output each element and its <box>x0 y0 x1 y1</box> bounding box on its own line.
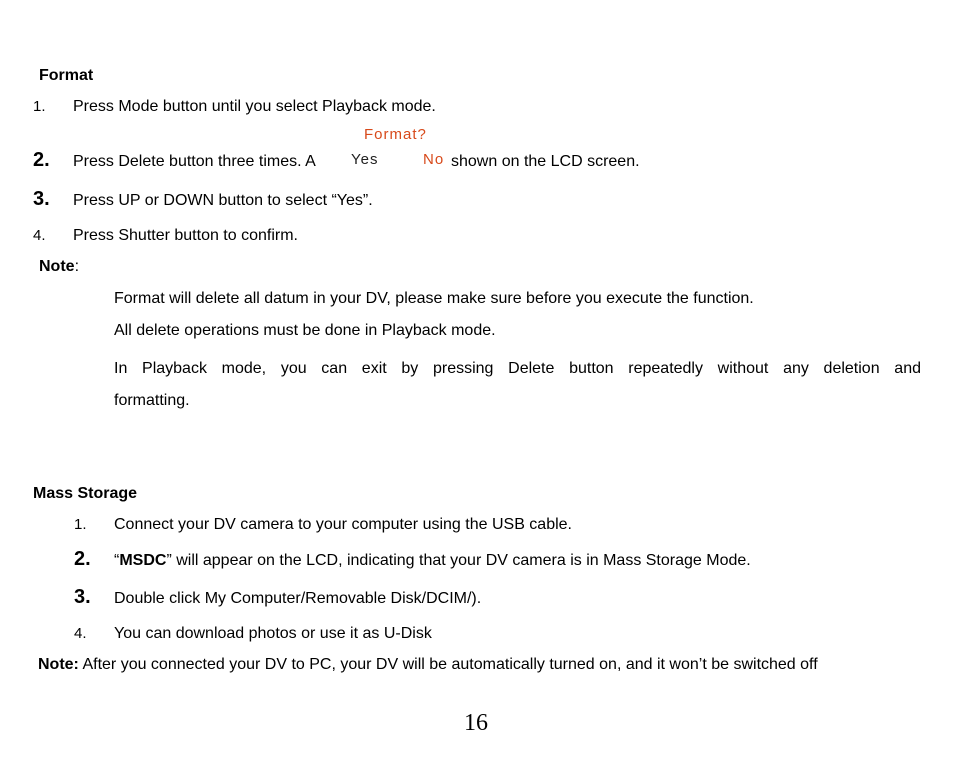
mass-storage-step-2-number: 2. <box>74 548 91 570</box>
format-heading: Format <box>39 67 94 84</box>
format-step-3-text: Press UP or DOWN button to select “Yes”. <box>73 192 373 209</box>
note-label-text: Note <box>39 258 75 275</box>
lcd-yes-option: Yes <box>351 151 379 168</box>
format-note-3: In Playback mode, you can exit by pressing Delete button repeatedly without any deletion and <box>114 360 921 377</box>
mass-storage-step-4-text: You can download photos or use it as U-Disk <box>114 625 432 642</box>
mass-storage-note <box>38 655 818 675</box>
format-step-1-text: Press Mode button until you select Playback mode. <box>73 98 436 115</box>
mass-storage-heading: Mass Storage <box>33 485 138 502</box>
lcd-format-prompt: Format? <box>364 126 427 143</box>
lcd-no-option: No <box>423 151 445 168</box>
step-2-rest: ” will appear on the LCD, indicating that your DV camera is in Mass Storage Mode. <box>166 552 751 569</box>
mass-storage-note-label: Note: <box>38 656 79 673</box>
msdc-label: MSDC <box>119 552 167 569</box>
format-step-2-number: 2. <box>33 149 50 171</box>
mass-storage-step-1-text: Connect your DV camera to your computer using the USB cable. <box>114 516 572 533</box>
format-note-2: All delete operations must be done in Playback mode. <box>114 322 496 339</box>
format-step-3-number: 3. <box>33 188 50 210</box>
format-step-4-text: Press Shutter button to confirm. <box>73 227 298 244</box>
mass-storage-step-4-number: 4. <box>74 625 87 642</box>
format-note-3-continued: formatting. <box>114 392 190 409</box>
format-note-label <box>39 257 79 277</box>
quote-open: “ <box>114 552 120 569</box>
mass-storage-step-1-number: 1. <box>74 516 87 533</box>
format-step-2-text-after: shown on the LCD screen. <box>451 153 640 170</box>
format-step-2-text-before: Press Delete button three times. A <box>73 153 316 170</box>
page-number: 16 <box>464 710 488 736</box>
note-label-colon: : <box>74 258 80 275</box>
mass-storage-step-3-number: 3. <box>74 586 91 608</box>
mass-storage-note-text: After you connected your DV to PC, your DV will be automatically turned on, and it won’t be switched off <box>78 656 818 673</box>
mass-storage-step-3-text: Double click My Computer/Removable Disk/DCIM/). <box>114 590 482 607</box>
format-note-1: Format will delete all datum in your DV, please make sure before you execute the function. <box>114 290 754 307</box>
format-step-4-number: 4. <box>33 227 46 244</box>
format-step-1-number: 1. <box>33 98 46 115</box>
mass-storage-step-2-text <box>114 551 751 571</box>
